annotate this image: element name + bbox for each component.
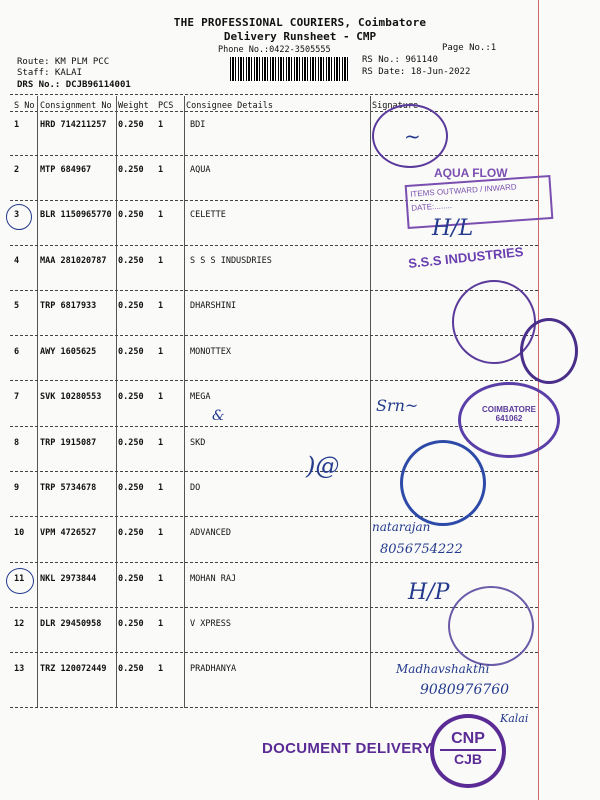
row-sno: 10 [14,528,25,538]
staff: Staff: KALAI [17,68,83,78]
stamp-sss-industries: S.S.S INDUSTRIES [407,244,525,271]
row-rule [10,155,538,156]
row-consignment: TRP 1915087 [40,438,97,448]
doc-subtitle: Delivery Runsheet - CMP [223,30,377,43]
row-consignment: HRD 714211257 [40,120,107,130]
row-pcs: 1 [158,664,164,674]
row-consignee: BDI [190,120,206,130]
row-pcs: 1 [158,574,164,584]
row-pcs: 1 [158,210,164,220]
row-sno: 11 [14,574,25,584]
row-weight: 0.250 [118,574,144,584]
row-sno: 1 [14,120,20,130]
row-consignment: DLR 29450958 [40,619,102,629]
page-number: Page No.:1 [442,43,497,53]
round-xpress-stamp [448,586,534,666]
signature-scrawl: Srn~ [376,396,419,415]
stamp-coimbatore: COIMBATORE [482,405,536,414]
cnp-cjb-stamp [430,714,506,788]
row-consignee: MOHAN RAJ [190,574,237,584]
row-consignment: NKL 2973844 [40,574,97,584]
col-divider [116,96,117,708]
document-delivery-stamp: DOCUMENT DELIVERY [262,740,433,757]
row-consignment: MTP 684967 [40,165,92,175]
row-consignee: DHARSHINI [190,301,237,311]
rs-number: RS No.: 961140 [362,55,438,65]
row-sno: 2 [14,165,20,175]
row-pcs: 1 [158,483,164,493]
row-pcs: 1 [158,438,164,448]
col-divider [184,96,185,708]
row-weight: 0.250 [118,483,144,493]
row-pcs: 1 [158,165,164,175]
row-sno: 12 [14,619,25,629]
row-rule [10,290,538,291]
row-sno: 8 [14,438,20,448]
row-pcs: 1 [158,528,164,538]
signature-scrawl: )@ [306,452,340,480]
row-weight: 0.250 [118,301,144,311]
handwritten-phone: 8056754222 [380,542,463,557]
row-rule [10,562,538,563]
col-divider [370,96,371,708]
stamp-cjb: CJB [440,749,496,767]
row-sno: 9 [14,483,20,493]
row-sno: 7 [14,392,20,402]
col-weight: Weight [118,101,149,111]
col-consignment: Consignment No [40,101,112,111]
col-sno: S No [14,101,35,111]
col-pcs: PCS [158,101,174,111]
header-rule-top [10,94,538,95]
rs-date: RS Date: 18-Jun-2022 [362,67,471,77]
row-sno: 5 [14,301,20,311]
row-weight: 0.250 [118,528,144,538]
row-pcs: 1 [158,392,164,402]
stamp-date: DATE:........ [410,200,453,213]
row-consignee: MONOTTEX [190,347,231,357]
row-weight: 0.250 [118,165,144,175]
row-consignee: AQUA [190,165,211,175]
row-consignment: MAA 281020787 [40,256,107,266]
row-weight: 0.250 [118,664,144,674]
row-consignment: SVK 10280553 [40,392,102,402]
pen-mark: & [212,408,225,424]
round-seal-stamp [520,318,578,384]
row-consignment: VPM 4726527 [40,528,97,538]
row-consignment: BLR 1150965770 [40,210,112,220]
items-outward-stamp [405,175,554,229]
row-consignee: PRADHANYA [190,664,237,674]
header-rule-bottom [10,111,538,112]
stamp-items-outward: ITEMS OUTWARD / INWARD [409,182,517,199]
pen-circle-mark [6,568,34,594]
drs-number: DRS No.: DCJB96114001 [17,80,131,90]
row-consignment: TRP 5734678 [40,483,97,493]
row-weight: 0.250 [118,347,144,357]
row-rule [10,380,538,381]
pen-circle-mark [6,204,32,230]
row-consignment: TRZ 120072449 [40,664,107,674]
row-sno: 13 [14,664,25,674]
handwritten-signature: Kalai [500,712,529,725]
row-consignment: TRP 6817933 [40,301,97,311]
round-decor-stamp [400,440,486,526]
handwritten-hp: H/P [408,580,450,605]
round-company-stamp [458,382,560,458]
row-weight: 0.250 [118,392,144,402]
row-pcs: 1 [158,256,164,266]
barcode [230,57,350,81]
handwritten-name: Madhavshakthi [396,662,490,676]
row-pcs: 1 [158,619,164,629]
stamp-cnp: CNP [451,730,485,747]
handwritten-name: natarajan [372,520,431,534]
row-weight: 0.250 [118,256,144,266]
doc-title: THE PROFESSIONAL COURIERS, Coimbatore [173,16,427,29]
row-consignment: AWY 1605625 [40,347,97,357]
row-consignee: ADVANCED [190,528,231,538]
handwritten-phone: 9080976760 [420,682,510,698]
col-signature: Signature [372,101,419,111]
row-rule [10,707,538,708]
row-weight: 0.250 [118,619,144,629]
stamp-aqua-flow: AQUA FLOW [434,166,508,180]
signature-scrawl: ~ [404,124,421,148]
row-sno: 6 [14,347,20,357]
row-weight: 0.250 [118,210,144,220]
row-pcs: 1 [158,347,164,357]
row-weight: 0.250 [118,438,144,448]
route: Route: KM PLM PCC [17,57,110,67]
row-consignee: CELETTE [190,210,226,220]
row-consignee: DO [190,483,201,493]
row-rule [10,245,538,246]
row-consignee: SKD [190,438,206,448]
col-divider [37,96,38,708]
stamp-coimbatore-pin: 641062 [495,414,523,423]
row-pcs: 1 [158,301,164,311]
row-consignee: V XPRESS [190,619,231,629]
phone-number: Phone No.:0422-3505555 [218,45,331,55]
row-weight: 0.250 [118,120,144,130]
row-pcs: 1 [158,120,164,130]
row-sno: 3 [14,210,20,220]
handwritten-hl: H/L [432,216,474,241]
col-consignee: Consignee Details [186,101,273,111]
row-consignee: MEGA [190,392,211,402]
row-sno: 4 [14,256,20,266]
row-consignee: S S S INDUSDRIES [190,256,272,266]
